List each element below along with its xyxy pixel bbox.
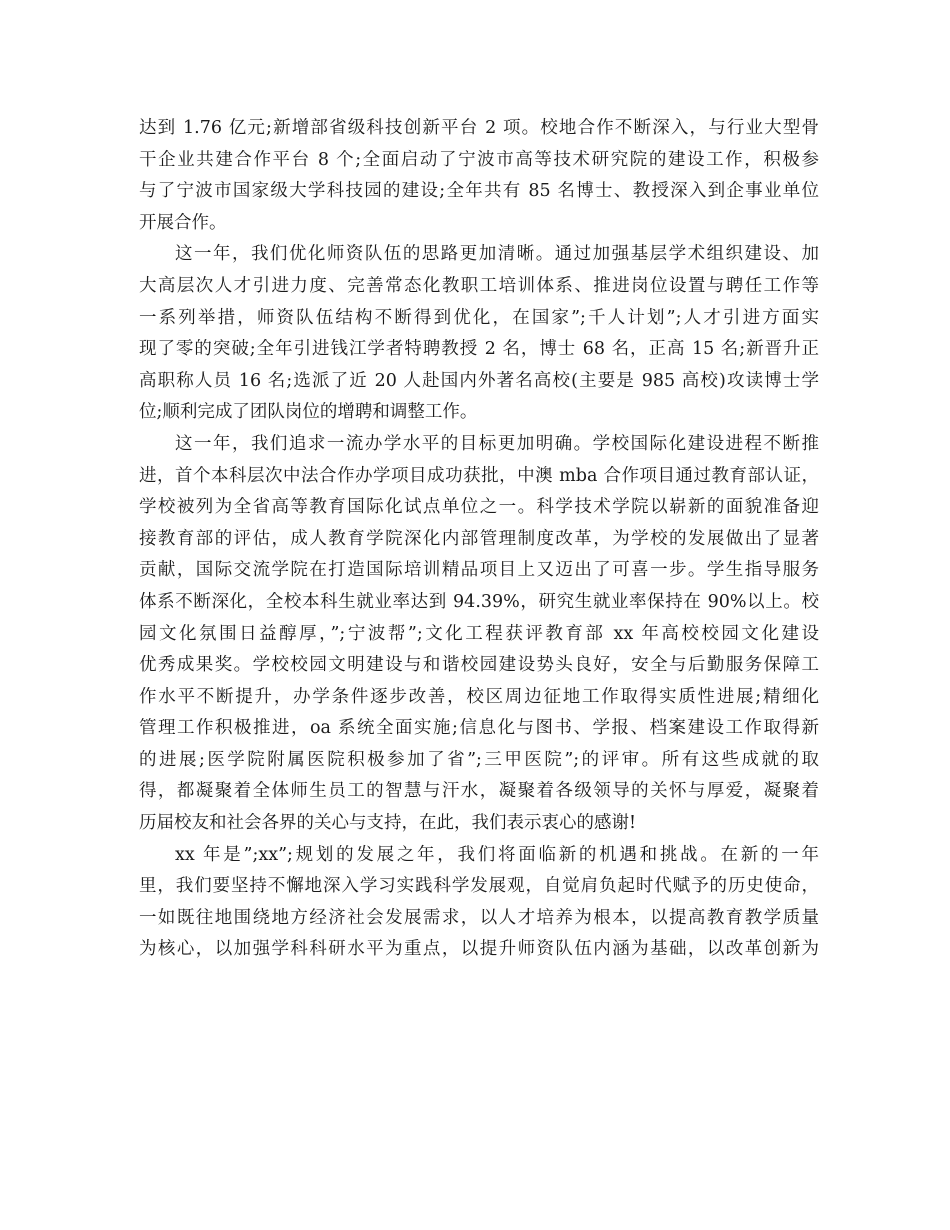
document-body <box>139 113 819 966</box>
text-line: 这一年，我们追求一流办学水平的目标更加明确。学校国际化建设进程不断推 <box>175 433 819 454</box>
text-line: 贡献，国际交流学院在打造国际培训精品项目上又迈出了可喜一步。学生指导服务 <box>139 560 819 581</box>
text-line: 作水平不断提升，办学条件逐步改善，校区周边征地工作取得实质性进展;精细化 <box>139 686 819 707</box>
text-line: 达到 1.76 亿元;新增部省级科技创新平台 2 项。校地合作不断深入，与行业大型骨 <box>139 118 819 138</box>
text-line: 大高层次人才引进力度、完善常态化教职工培训体系、推进岗位设置与聘任工作等 <box>139 275 819 296</box>
text-line: 一如既往地围绕地方经济社会发展需求，以人才培养为根本，以提高教育教学质量 <box>139 907 819 928</box>
text-line: xx 年是”;xx”;规划的发展之年，我们将面临新的机遇和挑战。在新的一年 <box>175 844 819 865</box>
text-line: 园文化氛围日益醇厚，”;宁波帮”;文化工程获评教育部 xx 年高校校园文化建设 <box>139 623 819 644</box>
text-line: 得，都凝聚着全体师生员工的智慧与汗水，凝聚着各级领导的关怀与厚爱，凝聚着 <box>139 781 819 802</box>
paragraph <box>139 113 819 239</box>
text-line: 体系不断深化，全校本科生就业率达到 94.39%，研究生就业率保持在 90%以上。校 <box>139 591 819 612</box>
text-line: 进，首个本科层次中法合作办学项目成功获批，中澳 mba 合作项目通过教育部认证， <box>139 465 819 486</box>
text-line: 位;顺利完成了团队岗位的增聘和调整工作。 <box>139 402 478 423</box>
text-line: 学校被列为全省高等教育国际化试点单位之一。科学技术学院以崭新的面貌准备迎 <box>139 497 819 518</box>
text-line: 一系列举措，师资队伍结构不断得到优化，在国家”;千人计划”;人才引进方面实 <box>139 307 819 328</box>
paragraph <box>139 429 819 840</box>
text-line: 为核心，以加强学科科研水平为重点，以提升师资队伍内涵为基础，以改革创新为 <box>139 939 819 960</box>
paragraph <box>139 840 819 966</box>
text-line: 开展合作。 <box>139 212 227 233</box>
text-line: 接教育部的评估，成人教育学院深化内部管理制度改革，为学校的发展做出了显著 <box>139 528 819 549</box>
text-line: 的进展;医学院附属医院积极参加了省”;三甲医院”;的评审。所有这些成就的取 <box>139 749 819 770</box>
text-line: 现了零的突破;全年引进钱江学者特聘教授 2 名，博士 68 名，正高 15 名;新晋升正 <box>139 339 819 360</box>
text-line: 历届校友和社会各界的关心与支持，在此，我们表示衷心的感谢! <box>139 813 637 834</box>
text-line: 干企业共建合作平台 8 个;全面启动了宁波市高等技术研究院的建设工作，积极参 <box>139 149 819 170</box>
text-line: 优秀成果奖。学校校园文明建设与和谐校园建设势头良好，安全与后勤服务保障工 <box>139 655 819 676</box>
text-line: 高职称人员 16 名;选派了近 20 人赴国内外著名高校(主要是 985 高校)攻读博士学 <box>139 370 819 391</box>
paragraph <box>139 239 819 429</box>
text-line: 里，我们要坚持不懈地深入学习实践科学发展观，自觉肩负起时代赋予的历史使命， <box>139 876 819 897</box>
text-line: 管理工作积极推进，oa 系统全面实施;信息化与图书、学报、档案建设工作取得新 <box>139 718 819 739</box>
text-line: 与了宁波市国家级大学科技园的建设;全年共有 85 名博士、教授深入到企事业单位 <box>139 181 819 202</box>
text-line: 这一年，我们优化师资队伍的思路更加清晰。通过加强基层学术组织建设、加 <box>175 244 819 265</box>
